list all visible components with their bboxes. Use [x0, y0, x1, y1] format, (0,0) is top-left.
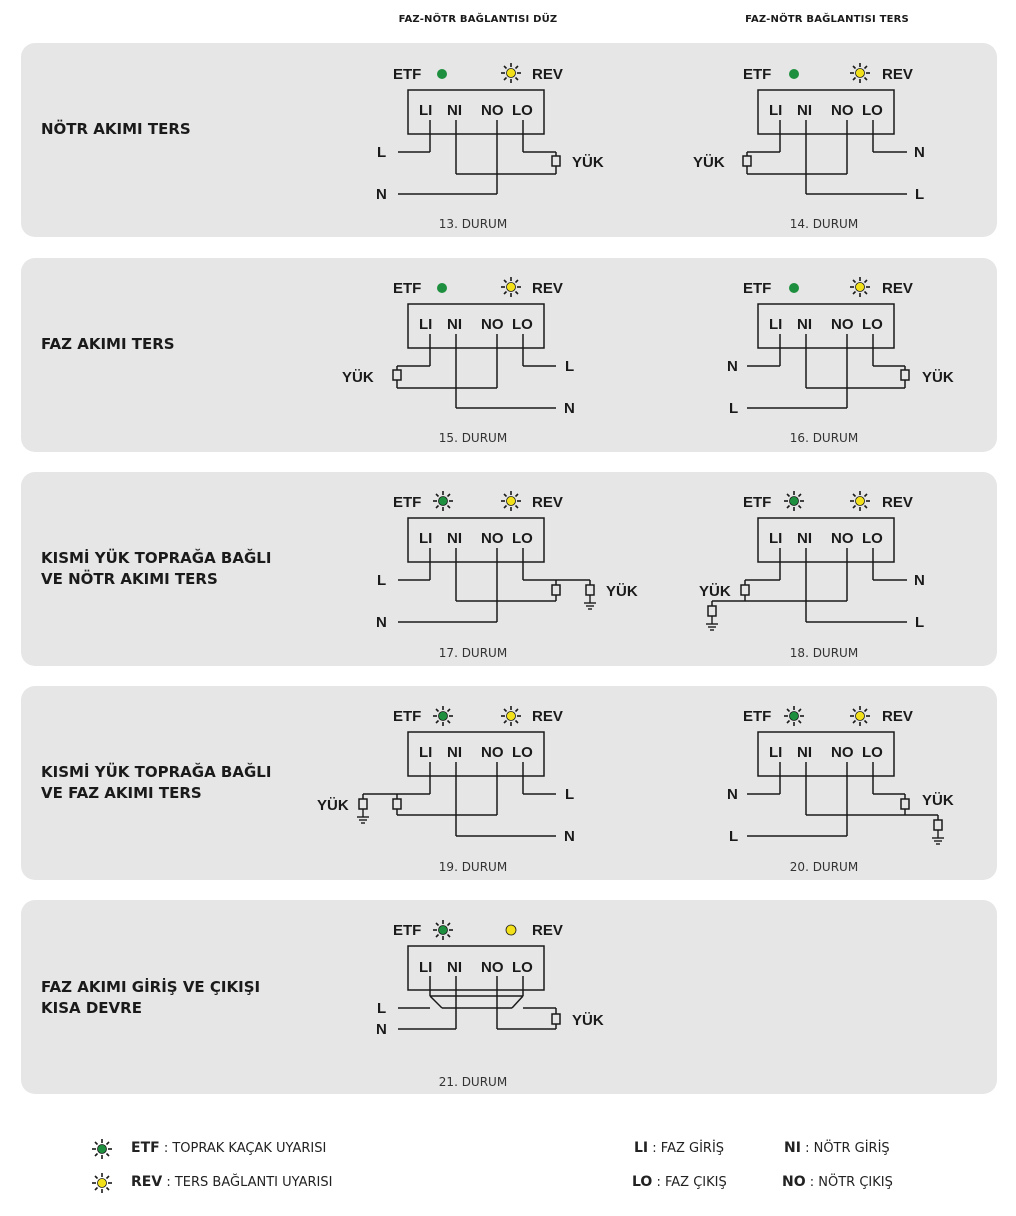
- legend-term: NO: [782, 1174, 806, 1190]
- wire-label: LO: [512, 744, 533, 761]
- wire-label: NO: [831, 530, 854, 547]
- wire-label: YÜK: [606, 583, 638, 600]
- legend-no: [782, 1174, 893, 1190]
- wire-label: ETF: [743, 66, 772, 83]
- wire-label: LO: [862, 744, 883, 761]
- legend-term: REV: [131, 1174, 163, 1190]
- wire-label: NO: [481, 102, 504, 119]
- wire-label: ETF: [393, 280, 422, 297]
- legend-desc: : FAZ GİRİŞ: [652, 1141, 725, 1156]
- wire-label: REV: [532, 494, 563, 511]
- wire-label: L: [915, 614, 925, 631]
- wire-label: LI: [419, 744, 433, 761]
- wire-label: ETF: [743, 280, 772, 297]
- panel-title: FAZ AKIMI TERS: [41, 335, 175, 353]
- wire-label: LI: [419, 530, 433, 547]
- wire-label: NI: [447, 530, 462, 547]
- wire-label: NI: [797, 316, 812, 333]
- legend-rev: [131, 1174, 332, 1190]
- wire-label: NO: [481, 530, 504, 547]
- wire-label: REV: [882, 494, 913, 511]
- wire-label: LI: [769, 102, 783, 119]
- wire-label: LI: [419, 102, 433, 119]
- wire-label: LO: [512, 102, 533, 119]
- legend-desc: : NÖTR ÇIKIŞ: [809, 1175, 893, 1190]
- case-caption: 14. DURUM: [789, 217, 859, 231]
- legend-desc: : NÖTR GİRİŞ: [805, 1141, 890, 1156]
- wire-label: YÜK: [317, 797, 349, 814]
- wire-label: N: [564, 828, 575, 845]
- case-caption: 18. DURUM: [789, 646, 859, 660]
- legend-desc: : TERS BAĞLANTI UYARISI: [166, 1175, 333, 1190]
- wire-label: N: [727, 786, 738, 803]
- wire-label: L: [565, 786, 575, 803]
- wire-label: YÜK: [922, 369, 954, 386]
- wire-label: LO: [862, 316, 883, 333]
- column-header-reverse: FAZ-NÖTR BAĞLANTISI TERS: [745, 14, 909, 25]
- wire-label: L: [729, 828, 739, 845]
- wire-label: REV: [882, 708, 913, 725]
- wire-label: LI: [769, 530, 783, 547]
- legend-desc: : TOPRAK KAÇAK UYARISI: [163, 1141, 327, 1156]
- wire-label: NI: [447, 744, 462, 761]
- wire-label: NO: [481, 316, 504, 333]
- wire-label: LO: [512, 959, 533, 976]
- wire-label: REV: [532, 66, 563, 83]
- legend-term: ETF: [131, 1140, 160, 1156]
- wire-label: L: [915, 186, 925, 203]
- wire-label: N: [914, 572, 925, 589]
- case-caption: 15. DURUM: [438, 431, 508, 445]
- wire-label: LI: [419, 959, 433, 976]
- wire-label: L: [377, 572, 387, 589]
- case-caption: 20. DURUM: [789, 860, 859, 874]
- wire-label: YÜK: [693, 154, 725, 171]
- legend-etf: [131, 1140, 326, 1156]
- wire-label: ETF: [393, 66, 422, 83]
- wire-label: ETF: [743, 708, 772, 725]
- case-caption: 13. DURUM: [438, 217, 508, 231]
- wire-label: ETF: [393, 494, 422, 511]
- panel-title: FAZ AKIMI GİRİŞ VE ÇIKIŞI KISA DEVRE: [41, 978, 261, 1017]
- legend-desc: : FAZ ÇIKIŞ: [656, 1175, 727, 1190]
- wire-label: REV: [882, 280, 913, 297]
- panel-title: NÖTR AKIMI TERS: [41, 120, 191, 138]
- wire-label: N: [564, 400, 575, 417]
- wire-label: LO: [862, 102, 883, 119]
- wire-label: REV: [532, 280, 563, 297]
- wire-label: LI: [419, 316, 433, 333]
- wire-label: NI: [447, 102, 462, 119]
- wire-label: NO: [831, 744, 854, 761]
- legend-term: LI: [634, 1140, 649, 1156]
- case-caption: 19. DURUM: [438, 860, 508, 874]
- indicator-lights: [433, 63, 870, 940]
- wire-label: LO: [512, 530, 533, 547]
- wire-label: N: [376, 186, 387, 203]
- wire-label: ETF: [743, 494, 772, 511]
- wire-label: LO: [862, 530, 883, 547]
- wire-label: NI: [797, 744, 812, 761]
- wire-label: YÜK: [342, 369, 374, 386]
- wire-label: REV: [532, 922, 563, 939]
- legend-term: LO: [632, 1174, 653, 1190]
- wire-label: NI: [797, 102, 812, 119]
- wire-label: YÜK: [699, 583, 731, 600]
- wire-label: L: [565, 358, 575, 375]
- wire-label: ETF: [393, 922, 422, 939]
- wire-label: NI: [447, 959, 462, 976]
- legend-term: NI: [784, 1140, 801, 1156]
- wire-label: N: [376, 1021, 387, 1038]
- wire-label: REV: [882, 66, 913, 83]
- wire-label: L: [729, 400, 739, 417]
- wire-label: N: [376, 614, 387, 631]
- case-caption: 21. DURUM: [438, 1075, 508, 1089]
- legend-lo: [632, 1174, 727, 1190]
- wire-label: LI: [769, 744, 783, 761]
- wire-label: NO: [481, 959, 504, 976]
- panel-title: KISMİ YÜK TOPRAĞA BAĞLI VE FAZ AKIMI TERS: [41, 763, 272, 802]
- wire-label: ETF: [393, 708, 422, 725]
- wire-label: NO: [831, 102, 854, 119]
- column-header-straight: FAZ-NÖTR BAĞLANTISI DÜZ: [398, 14, 558, 25]
- wire-label: L: [377, 144, 387, 161]
- wire-label: NO: [831, 316, 854, 333]
- wire-label: L: [377, 1000, 387, 1017]
- wire-label: NI: [447, 316, 462, 333]
- legend-ni: [784, 1140, 890, 1156]
- wire-label: YÜK: [572, 1012, 604, 1029]
- wire-label: REV: [532, 708, 563, 725]
- case-caption: 17. DURUM: [438, 646, 508, 660]
- case-caption: 16. DURUM: [789, 431, 859, 445]
- panel-title: KISMİ YÜK TOPRAĞA BAĞLI VE NÖTR AKIMI TERS: [41, 549, 272, 588]
- wire-label: LO: [512, 316, 533, 333]
- wire-label: NO: [481, 744, 504, 761]
- legend-li: [634, 1140, 724, 1156]
- wire-label: YÜK: [922, 792, 954, 809]
- wire-label: NI: [797, 530, 812, 547]
- wire-label: N: [914, 144, 925, 161]
- wire-label: LI: [769, 316, 783, 333]
- wire-label: N: [727, 358, 738, 375]
- wire-label: YÜK: [572, 154, 604, 171]
